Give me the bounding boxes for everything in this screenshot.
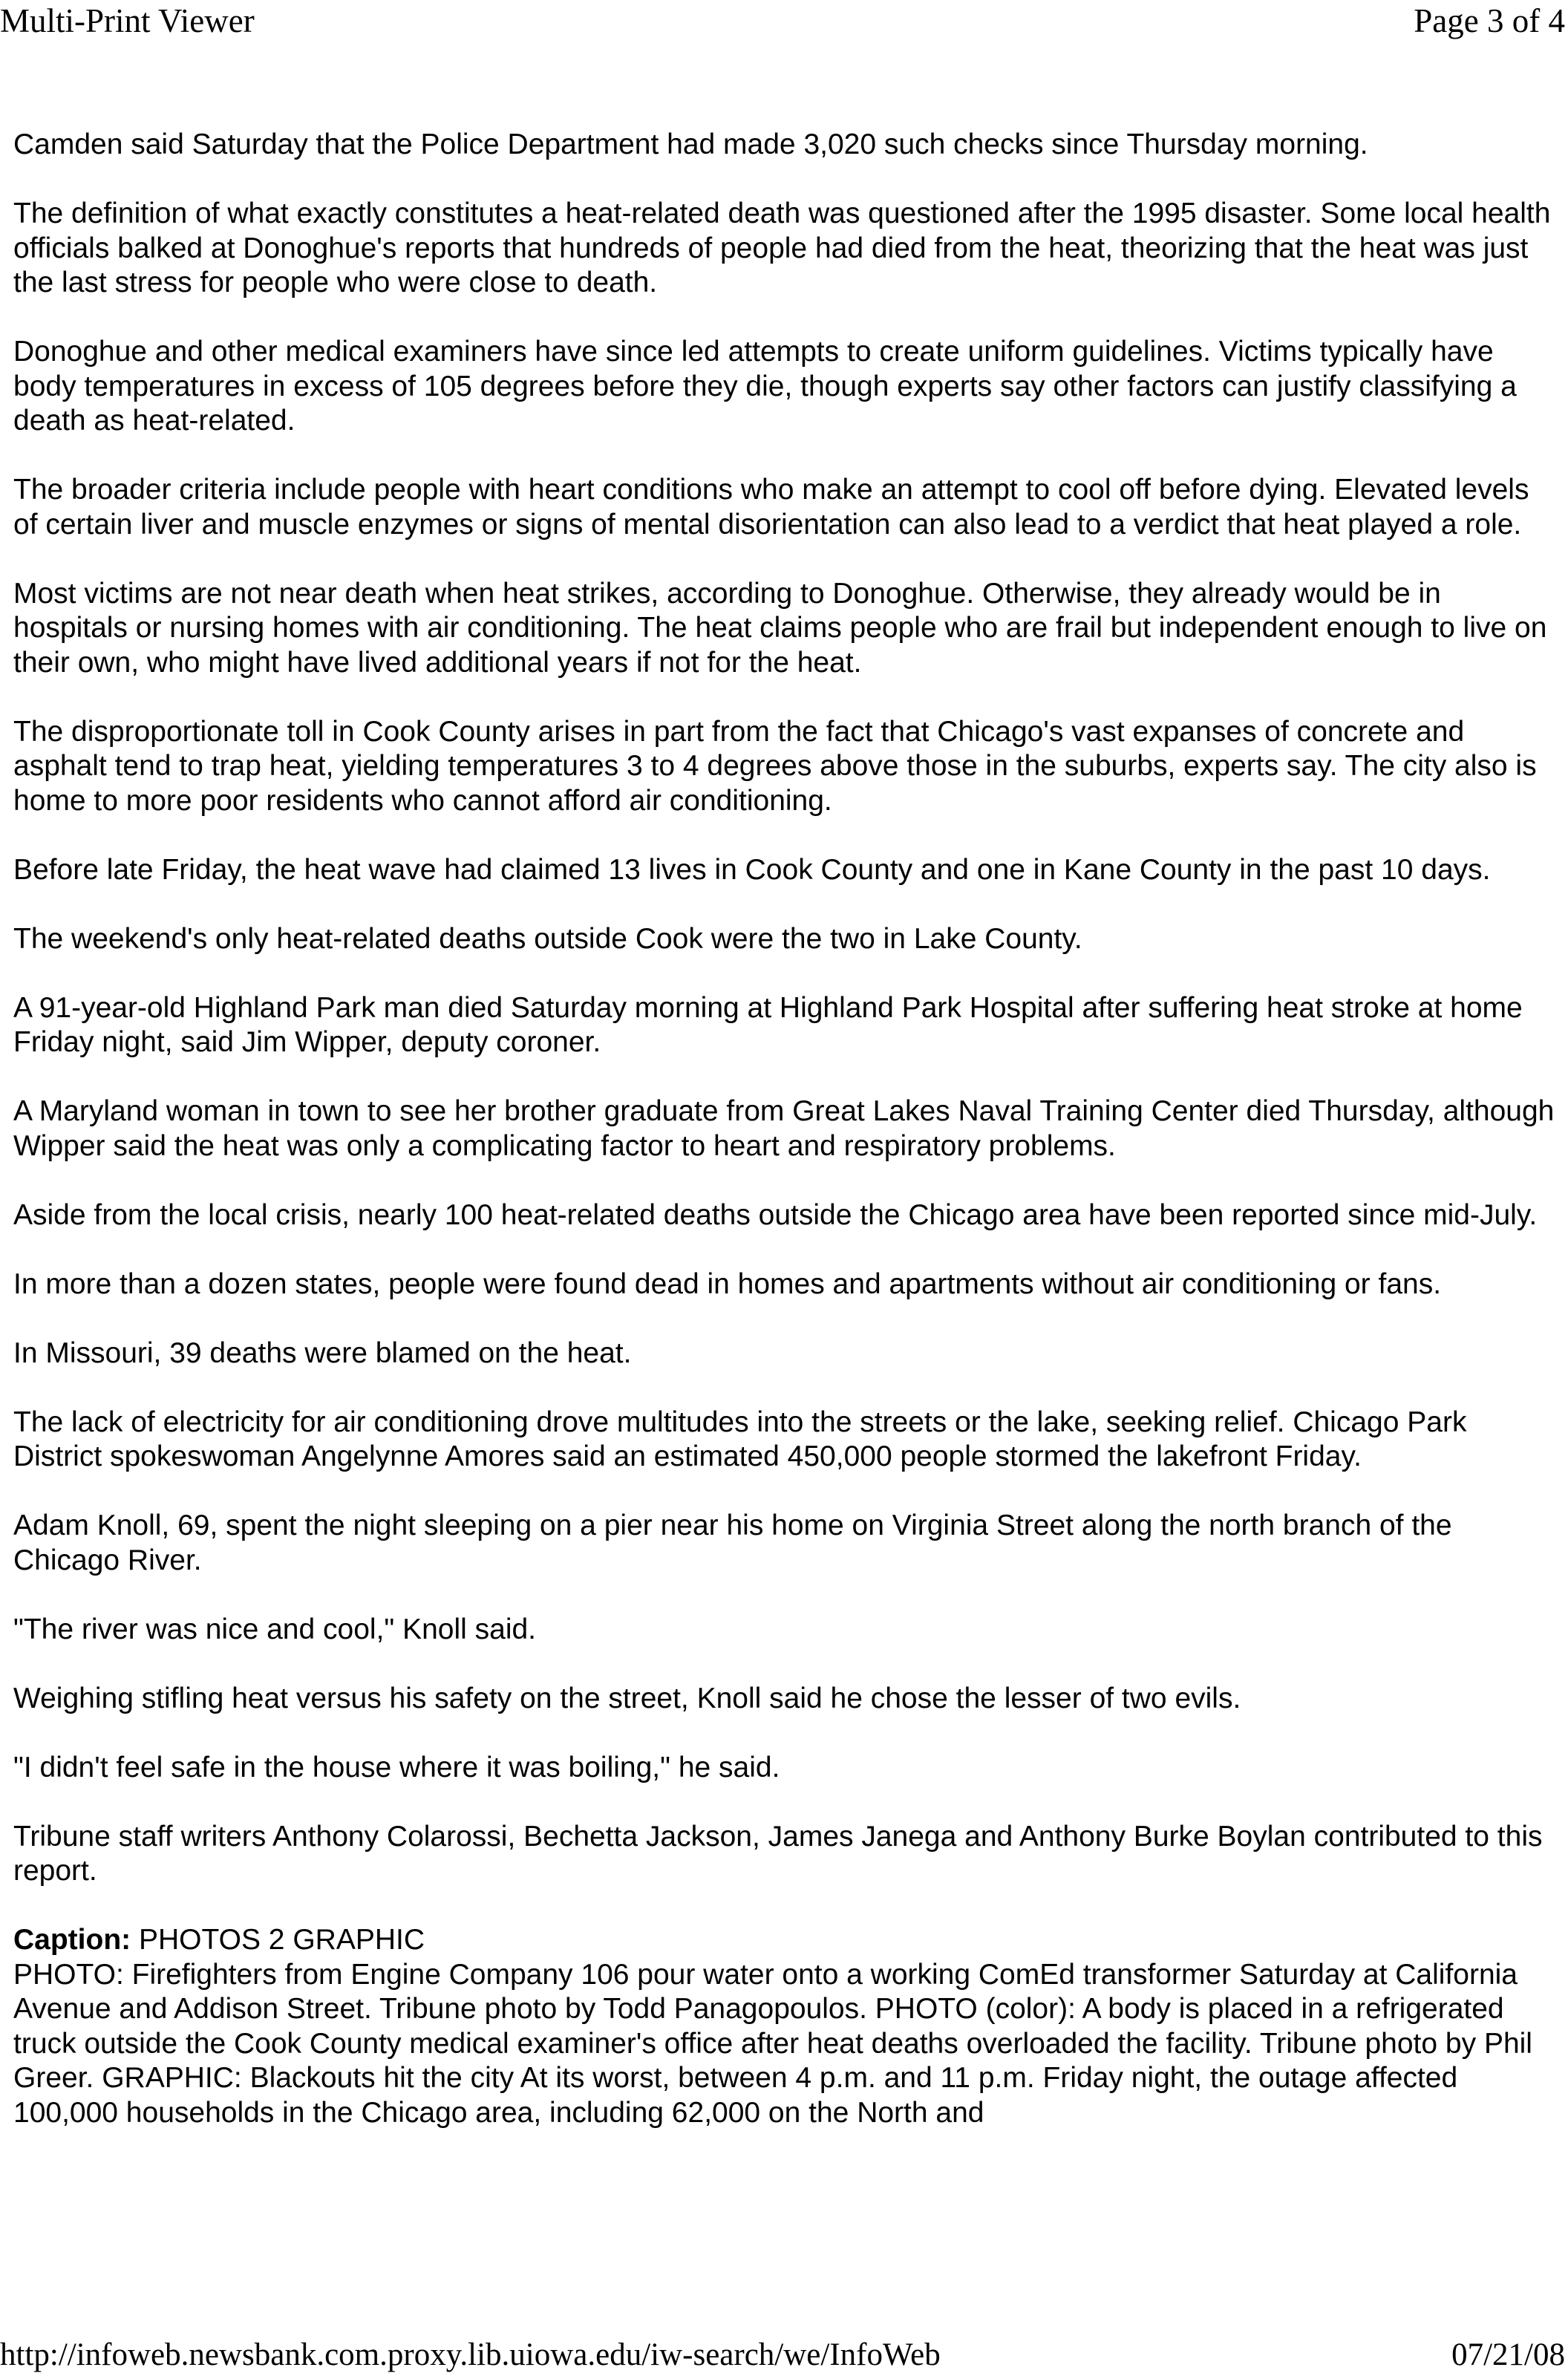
article-paragraph: In more than a dozen states, people were found dead in homes and apartments without air conditioning or fans. xyxy=(13,1267,1442,1300)
source-url: http://infoweb.newsbank.com.proxy.lib.uiowa.edu/iw-search/we/InfoWeb xyxy=(0,2337,941,2372)
article-paragraph: Tribune staff writers Anthony Colarossi, Bechetta Jackson, James Janega and Anthony Burke Boylan contributed to this report. xyxy=(13,1820,1543,1887)
caption-heading: PHOTOS 2 GRAPHIC xyxy=(138,1924,425,1956)
article-paragraph: The definition of what exactly constitutes a heat-related death was questioned after the 1995 disaster. Some local health officials balked at Donoghue's reports that hundreds of people had died from the heat, theorizing that the heat was just the last stress for people who were close to death. xyxy=(13,198,1551,298)
article-paragraph: Camden said Saturday that the Police Department had made 3,020 such checks since Thursday morning. xyxy=(13,128,1368,160)
article-paragraph: Most victims are not near death when heat strikes, according to Donoghue. Otherwise, they already would be in hospitals or nursing homes with air conditioning. The heat claims people who are frail but independent enough to live on their own, who might have lived additional years if not for the heat. xyxy=(13,577,1547,679)
photo-caption xyxy=(13,1923,1559,2130)
print-date: 07/21/08 xyxy=(1451,2337,1565,2372)
article-paragraph: Adam Knoll, 69, spent the night sleeping on a pier near his home on Virginia Street along the north branch of the Chicago River. xyxy=(13,1510,1452,1576)
article-paragraph: In Missouri, 39 deaths were blamed on the heat. xyxy=(13,1336,632,1369)
page-indicator: Page 3 of 4 xyxy=(1414,2,1565,39)
article-body xyxy=(13,128,1559,2130)
article-paragraph: Aside from the local crisis, nearly 100 heat-related deaths outside the Chicago area have been reported since mid-July. xyxy=(13,1198,1538,1231)
article-paragraph: Donoghue and other medical examiners have since led attempts to create uniform guidelines. Victims typically have body temperatures in excess of 105 degrees before they die, though experts say other factors can justify classifying a death as heat-related. xyxy=(13,336,1517,437)
article-paragraph: A 91-year-old Highland Park man died Saturday morning at Highland Park Hospital after suffering heat stroke at home Friday night, said Jim Wipper, deputy coroner. xyxy=(13,991,1523,1058)
article-paragraph: A Maryland woman in town to see her brother graduate from Great Lakes Naval Training Center died Thursday, although Wipper said the heat was only a complicating factor to heart and respiratory problems. xyxy=(13,1095,1555,1162)
article-paragraph: Weighing stifling heat versus his safety on the street, Knoll said he chose the lesser of two evils. xyxy=(13,1682,1241,1714)
caption-header xyxy=(13,1923,1559,1958)
caption-label: Caption: xyxy=(13,1924,131,1956)
caption-text: PHOTO: Firefighters from Engine Company 106 pour water onto a working ComEd transformer Saturday at California Avenue and Addison Street. Tribune photo by Todd Panagopoulos. PHOTO (color): A body is placed in a refrigerated truck outside the Cook County medical examiner's office after heat deaths overloaded the facility. Tribune photo by Phil Greer. GRAPHIC: Blackouts hit the city At its worst, between 4 p.m. and 11 p.m. Friday night, the outage affected 100,000 households in the Chicago area, including 62,000 on the North and xyxy=(13,1958,1532,2129)
article-paragraph: The lack of electricity for air conditioning drove multitudes into the streets or the lake, seeking relief. Chicago Park District spokeswoman Angelynne Amores said an estimated 450,000 people stormed the lakefront Friday. xyxy=(13,1406,1467,1472)
article-paragraph: The broader criteria include people with heart conditions who make an attempt to cool off before dying. Elevated levels of certain liver and muscle enzymes or signs of mental disorientation can also lead to a verdict that heat played a role. xyxy=(13,474,1529,541)
article-paragraph: The weekend's only heat-related deaths outside Cook were the two in Lake County. xyxy=(13,922,1082,955)
article-paragraph: Before late Friday, the heat wave had claimed 13 lives in Cook County and one in Kane County in the past 10 days. xyxy=(13,853,1491,886)
article-paragraph: "The river was nice and cool," Knoll said. xyxy=(13,1613,537,1645)
article-paragraph: "I didn't feel safe in the house where it was boiling," he said. xyxy=(13,1751,780,1783)
viewer-title: Multi-Print Viewer xyxy=(0,2,255,39)
article-paragraph: The disproportionate toll in Cook County arises in part from the fact that Chicago's vast expanses of concrete and asphalt tend to trap heat, yielding temperatures 3 to 4 degrees above those in the suburbs, experts say. The city also is home to more poor residents who cannot afford air conditioning. xyxy=(13,715,1537,817)
